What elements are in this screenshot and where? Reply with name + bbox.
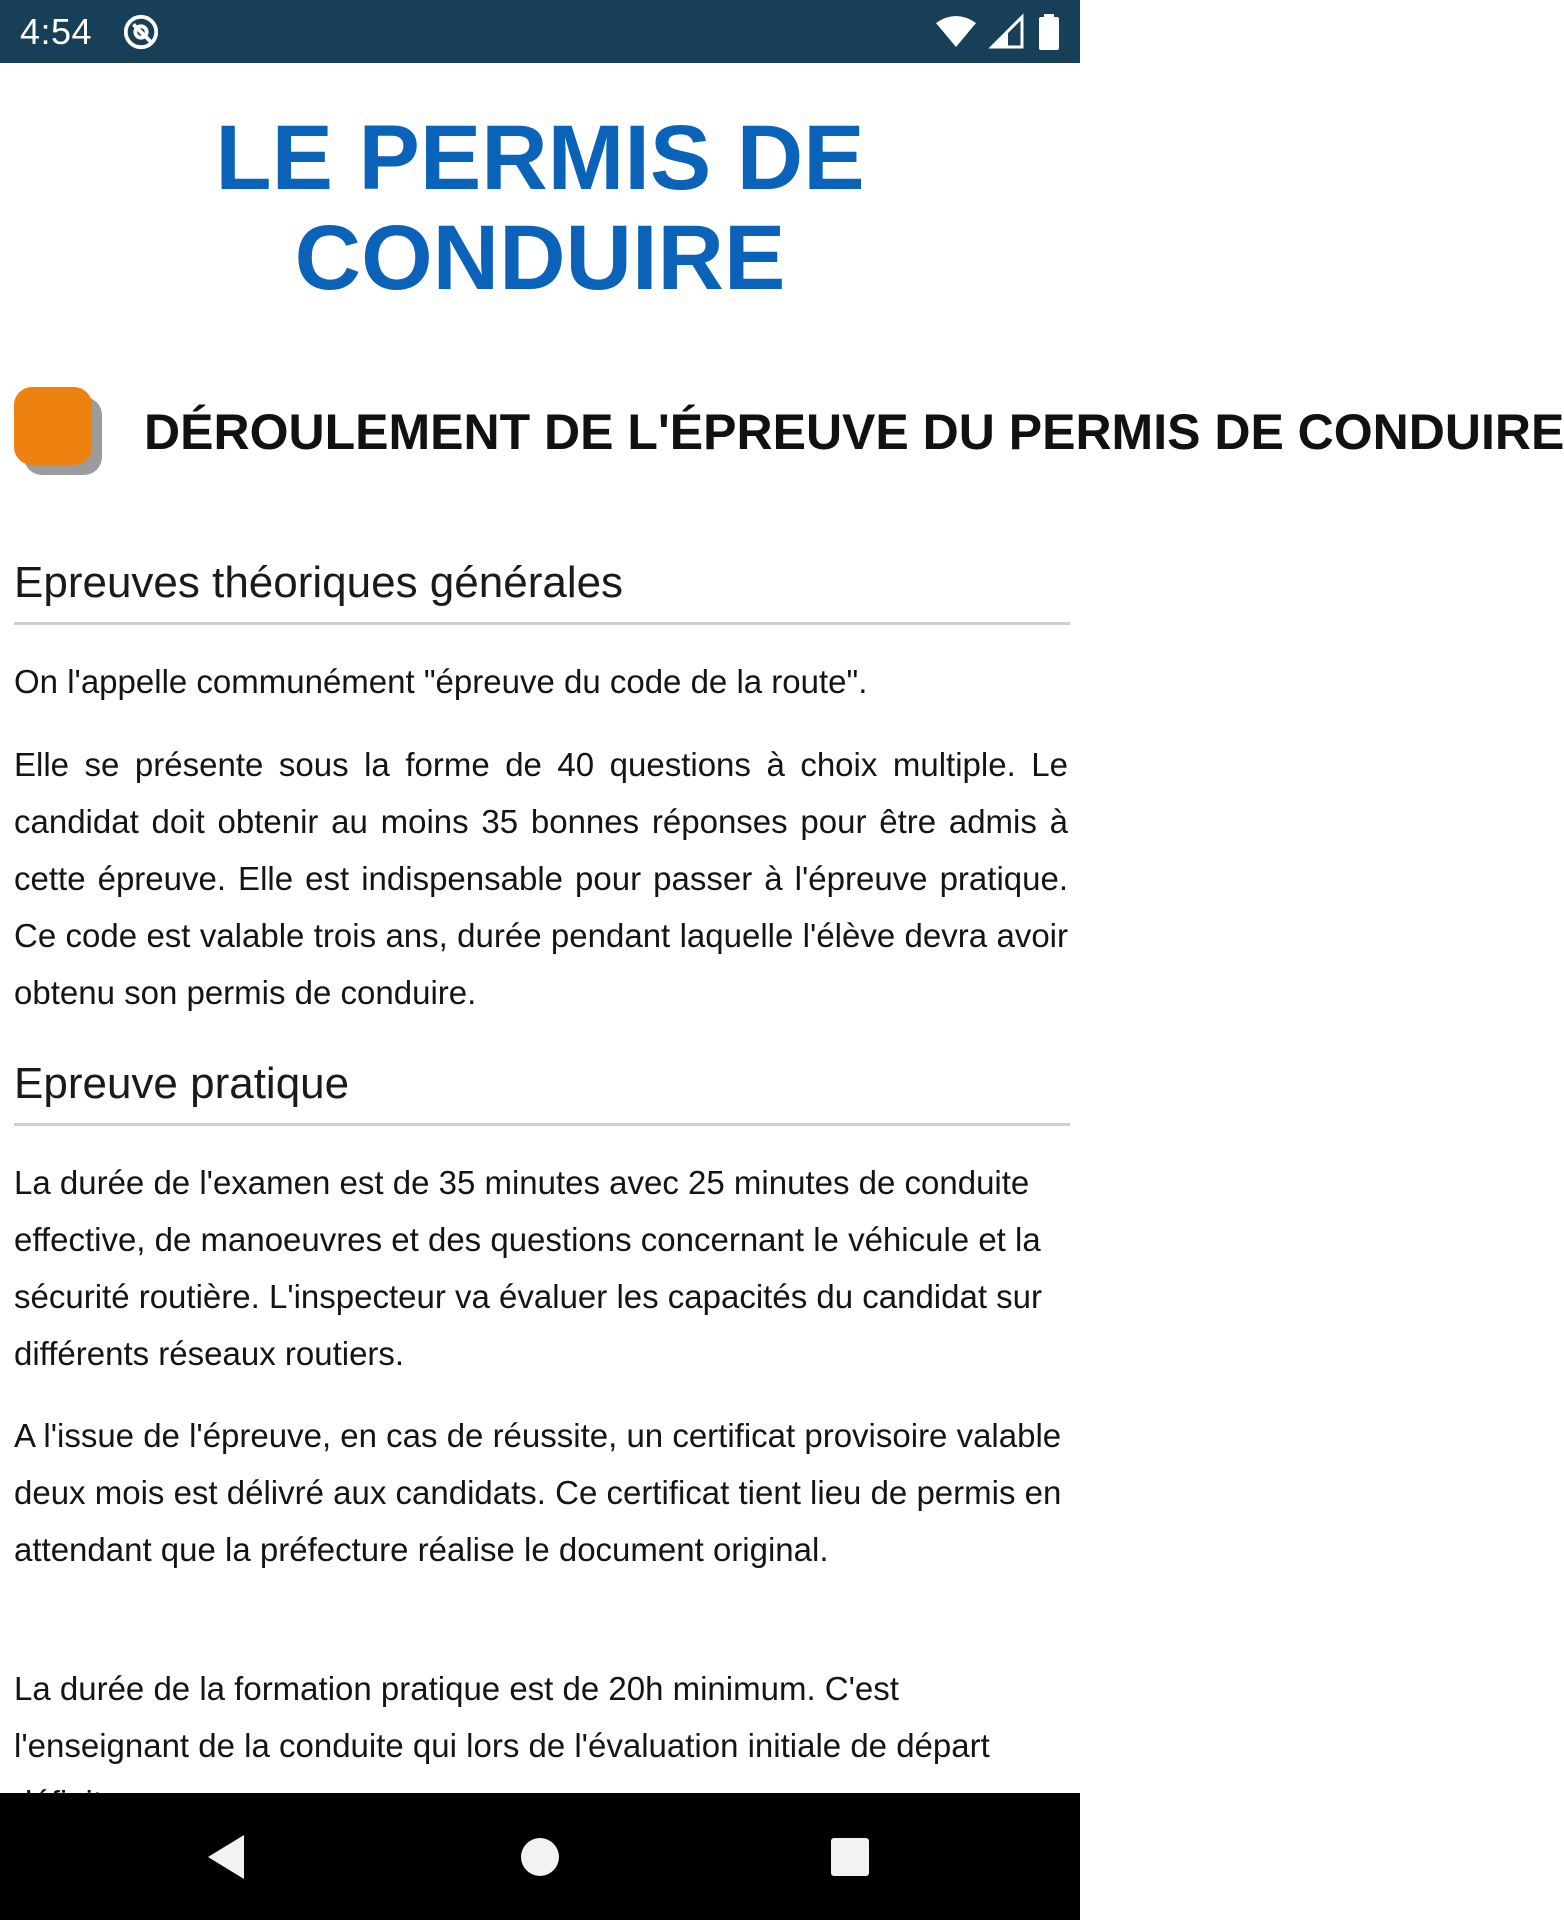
battery-icon <box>1038 14 1060 50</box>
page-title-line1: LE PERMIS DE <box>215 107 865 209</box>
at-sign-icon <box>122 13 160 51</box>
heading-theory: Epreuves théoriques générales <box>14 558 1070 625</box>
status-icons <box>936 14 1060 50</box>
orange-square-icon <box>14 387 92 465</box>
page-title-line2: CONDUIRE <box>294 207 786 309</box>
article-content[interactable] <box>0 63 1564 1793</box>
status-bar <box>0 0 1080 63</box>
paragraph: A l'issue de l'épreuve, en cas de réussite, un certificat provisoire valable deux mois est délivré aux candidats. Ce certificat tient lieu de permis en attendant que la préfecture réalise le document original. <box>14 1417 1062 1568</box>
recents-button[interactable] <box>790 1793 910 1920</box>
status-time: 4:54 <box>20 10 93 52</box>
page-title <box>0 108 1080 308</box>
back-button[interactable] <box>166 1793 286 1920</box>
home-icon <box>518 1835 562 1879</box>
paragraph: La durée de la formation pratique est de 20h minimum. C'est l'enseignant de la conduite qui lors de l'évaluation initiale de départ <box>14 1670 990 1764</box>
cell-signal-icon <box>990 15 1024 49</box>
wifi-icon <box>936 15 976 49</box>
section-banner <box>0 381 1564 491</box>
home-button[interactable] <box>480 1793 600 1920</box>
paragraph: On l'appelle communément "épreuve du code de la route". <box>14 663 868 700</box>
navigation-bar <box>0 1793 1080 1920</box>
recents-icon <box>829 1836 871 1878</box>
back-icon <box>204 1833 248 1881</box>
section-title: DÉROULEMENT DE L'ÉPREUVE DU PERMIS DE CONDUIRE <box>144 404 1564 460</box>
heading-practical: Epreuve pratique <box>14 1059 1070 1126</box>
paragraph: La durée de l'examen est de 35 minutes avec 25 minutes de conduite effective, de manoeuvres et des questions concernant le véhicule et la sécurité routière. L'inspecteur va évaluer les capacités du candidat sur différents réseaux routiers. <box>14 1164 1043 1372</box>
paragraph: Elle se présente sous la forme de 40 questions à choix multiple. Le candidat doit obtenir au moins 35 bonnes réponses pour être admis à cette épreuve. Elle est indispensable pour passer à l'épreuve pratique. Ce code est valable trois ans, durée pendant laquelle l'élève devra avoir obtenu son permis de conduire. <box>14 746 1068 1011</box>
